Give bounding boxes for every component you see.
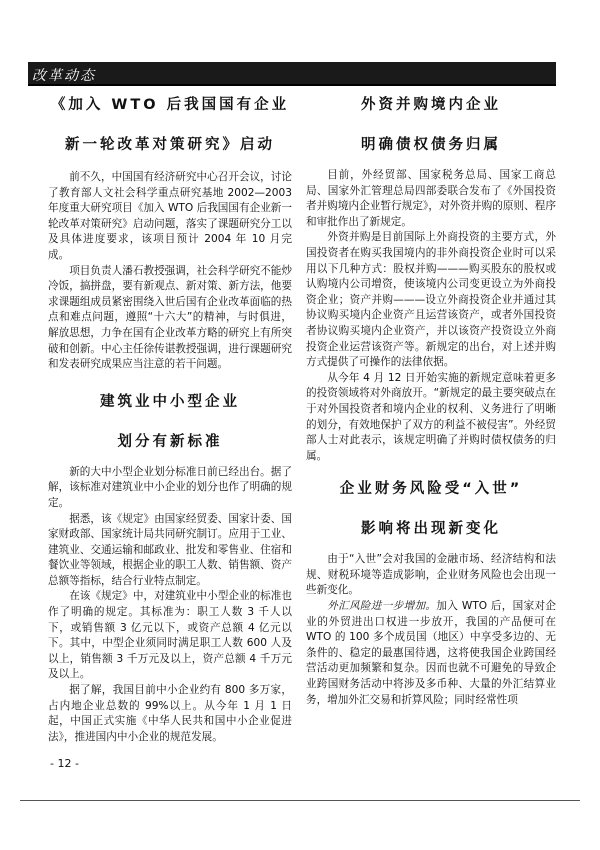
article-construction-sme xyxy=(48,391,292,746)
article-paragraph: 外资并购是目前国际上外商投资的主要方式，外国投资者在购买我国境内的非外商投资企业时可以采用以下几种方式：股权并购———购买股东的股权或认购境内公司增资，使该境内公司变更设立为外商投资企业；资产并购———设立外商投资企业并通过其协议购买境内企业资产且运营该资产，或者外国投资者协议购买境内企业资产，并以该资产投资设立外商投资企业运营该资产等。新规定的出台，对上述并购方式提供了可操作的法律依据。 xyxy=(306,231,556,369)
article-paragraph: 由于“入世”会对我国的金融市场、经济结构和法规、财税环境等造成影响，企业财务风险也会出现一些新变化。 xyxy=(306,553,556,597)
article-paragraph: 新的大中小型企业划分标准日前已经出台。据了解，该标准对建筑业中小企业的划分也作了明确的规定。 xyxy=(48,465,292,509)
footer-rule xyxy=(20,800,580,801)
article-title-line2: 影响将出现新变化 xyxy=(361,521,501,538)
article-paragraph-lead xyxy=(306,599,556,708)
article-title-line1: 外资并购境内企业 xyxy=(361,97,501,113)
article-title-line1: 建筑业中小型企业 xyxy=(100,393,240,410)
article-paragraph: 在该《规定》中，对建筑业中小型企业的标准也作了明确的规定。其标准为：职工人数 3 千人以下，或销售额 3 亿元以下，或资产总额 4 亿元以下。其中，中型企业须同时满足职工人数 600 人及以上，销售额 3 千万元及以上，资产总额 4 千万元及以上。 xyxy=(48,590,292,681)
page-number: - 12 - xyxy=(50,757,79,770)
article-paragraph: 前不久，中国国有经济研究中心召开会议，讨论了教育部人文社会科学重点研究基地 2002—2003 年度重大研究项目《加入 WTO 后我国国有企业新一轮改革对策研究》启动问题，落实了课题研究分工以及具体进度要求，该项目预计 2004 年 10 月完成。 xyxy=(48,171,292,261)
section-banner xyxy=(28,62,556,86)
lead-keyword: 外汇风险进一步增加。 xyxy=(327,600,437,613)
article-paragraph: 据悉，该《规定》由国家经贸委、国家计委、国家财政部、国家统计局共同研究制订。应用于工业、建筑业、交通运输和邮政业、批发和零售业、住宿和餐饮业等领域，根据企业的职工人数、销售额、资产总额等指标，结合行业特点制定。 xyxy=(48,512,292,587)
article-wto-reform xyxy=(48,94,292,373)
article-title-line2: 划分有新标准 xyxy=(117,433,223,450)
section-banner-title: 改革动态 xyxy=(32,68,96,84)
article-title-line2: 明确债权债务归属 xyxy=(361,137,501,153)
article-paragraph: 据了解，我国目前中小企业约有 800 多万家，占内地企业总数的 99%以上。从今年 1 月 1 日起，中国正式实施《中华人民共和国中小企业促进法》，推进国内中小企业的规范发展。 xyxy=(48,684,292,743)
article-title-line1: 企业财务风险受“入世” xyxy=(339,481,523,498)
article-paragraph: 项目负责人潘石教授强调，社会科学研究不能炒冷饭，搞拼盘，要有新观点、新对策、新方法，他要求课题组成员紧密围绕入世后国有企业改革面临的热点和难点问题，遵照“十六大”的精神，与时俱进，解放思想，力争在国有企业改革方略的研究上有所突破和创新。中心主任徐传谌教授强调，进行课题研究和发表研究成果应当注意的若干问题。 xyxy=(48,264,292,371)
article-paragraph: 目前，外经贸部、国家税务总局、国家工商总局、国家外汇管理总局四部委联合发布了《外国投资者并购境内企业暂行规定》，对外资并购的原则、程序和审批作出了新规定。 xyxy=(306,169,556,228)
article-title-line1: 《加入 WTO 后我国国有企业 xyxy=(50,97,290,113)
lead-text: 加入 WTO 后，国家对企业的外贸进出口权进一步放开，我国的产品便可在 WTO 的 100 多个成员国（地区）中享受多边的、无条件的、稳定的最惠国待遇，这将使我国企业跨国经营活动更加频繁和复杂。因而也就不可避免的导致企业跨国财务活动中将涉及多币种、大量的外汇结算业务，增加外汇交易和折算风险；同时经常性项 xyxy=(306,600,556,706)
article-financial-risk xyxy=(306,478,556,708)
article-paragraph: 从今年 4 月 12 日开始实施的新规定意味着更多的投资领域将对外商放开。“新规定的最主要突破点在于对外国投资者和境内企业的权利、义务进行了明晰的划分，有效地保护了双方的利益不被侵害”。外经贸部人士对此表示，该规定明确了并购时债权债务的归属。 xyxy=(306,371,556,462)
right-column xyxy=(306,92,556,708)
left-column xyxy=(48,92,292,745)
article-title-line2: 新一轮改革对策研究》启动 xyxy=(65,137,275,153)
article-foreign-mna xyxy=(306,94,556,464)
